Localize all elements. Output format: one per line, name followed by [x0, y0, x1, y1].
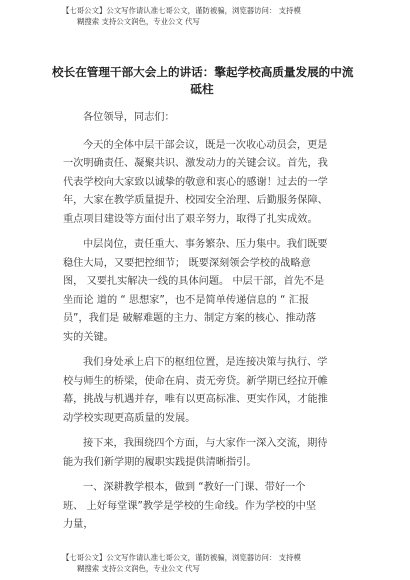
text-line: 员”，我们是 破解难题的主力、制定方案的核心、推动落	[63, 313, 317, 324]
paragraph-4	[63, 435, 357, 472]
text-line: 坐而论 道的 “ 思想家”，也不是简单传递信息的 “ 汇报	[63, 294, 309, 306]
footer-notice	[62, 552, 362, 574]
footer-notice-line-1: 【七哥公文】公文写作请认准七哥公文，谨防被骗，浏览器访问： 支持模	[62, 553, 301, 562]
text-line: 重点项目建设等方面付出了艰辛努力，取得了扎实成效。	[63, 213, 318, 225]
paragraph-3	[63, 354, 357, 428]
text-line: 图， 又要扎实解决一线的具体问题。 中层干部，首先不是	[63, 276, 325, 287]
greeting-paragraph	[63, 109, 357, 128]
text-line: 年，大家在教学质量提升、校园安全治理、后勤服务保障、	[63, 195, 328, 206]
paragraph-2	[63, 236, 357, 347]
text-line: 我们身处承上启下的枢纽位置，是连接决策与执行、学	[83, 357, 328, 368]
text-line: 代表学校向大家致以诚挚的敬意和衷心的感谢！过去的一学	[63, 176, 328, 188]
document-body	[63, 109, 357, 535]
text-line: 幕，挑战与机遇并存，唯有以更高标准、更实作风，才能推	[63, 394, 328, 405]
text-line: 实的关键。	[63, 331, 114, 343]
paragraph-5	[63, 479, 357, 535]
text-line: 接下来，我围绕四个方面，与大家作一深入交流，期待	[83, 438, 328, 449]
text-line: 一次明确责任、凝聚共识、激发动力的关键会议。首先，我	[63, 158, 328, 169]
text-line: 动学校实现更高质量的发展。	[63, 412, 196, 424]
text-line: 一、深耕教学根本，做到 “教好一门课、带好一个	[83, 482, 306, 493]
document-title	[52, 64, 352, 98]
footer-notice-line-2: 糊搜索 支持公文润色，专业公文 代写	[77, 564, 200, 573]
text-line: 中层岗位，责任重大、事务繁杂、压力集中。我们既要	[83, 239, 328, 250]
text-line: 稳住大局，又要把控细节； 既要深刻领会学校的战略意	[63, 257, 311, 269]
text-line: 今天的全体中层干部会议，既是一次收心动员会，更是	[83, 139, 328, 151]
header-notice-line-2: 糊搜索 支持公文润色，专业公文 代写	[77, 17, 200, 26]
text-line: 班、 上好每堂课”教学是学校的生命线。作为学校的中坚	[63, 500, 317, 512]
header-notice-line-1: 【七哥公文】公文写作请认准七哥公文，谨防被骗，浏览器访问： 支持模	[62, 6, 301, 15]
greeting-line: 各位领导，同志们：	[83, 112, 175, 123]
text-line: 校与师生的桥梁，使命在肩、责无旁贷。新学期已经拉开帷	[63, 375, 328, 387]
header-notice	[62, 5, 362, 27]
text-line: 能为我们新学期的履职实践提供清晰指引。	[63, 456, 257, 468]
text-line: 力量，	[63, 519, 94, 530]
document-title-line-1: 校长在管理干部大会上的讲话：擎起学校高质量发展的中流	[52, 65, 354, 79]
document-title-line-2: 砥柱	[190, 82, 214, 96]
paragraph-1	[63, 137, 357, 230]
